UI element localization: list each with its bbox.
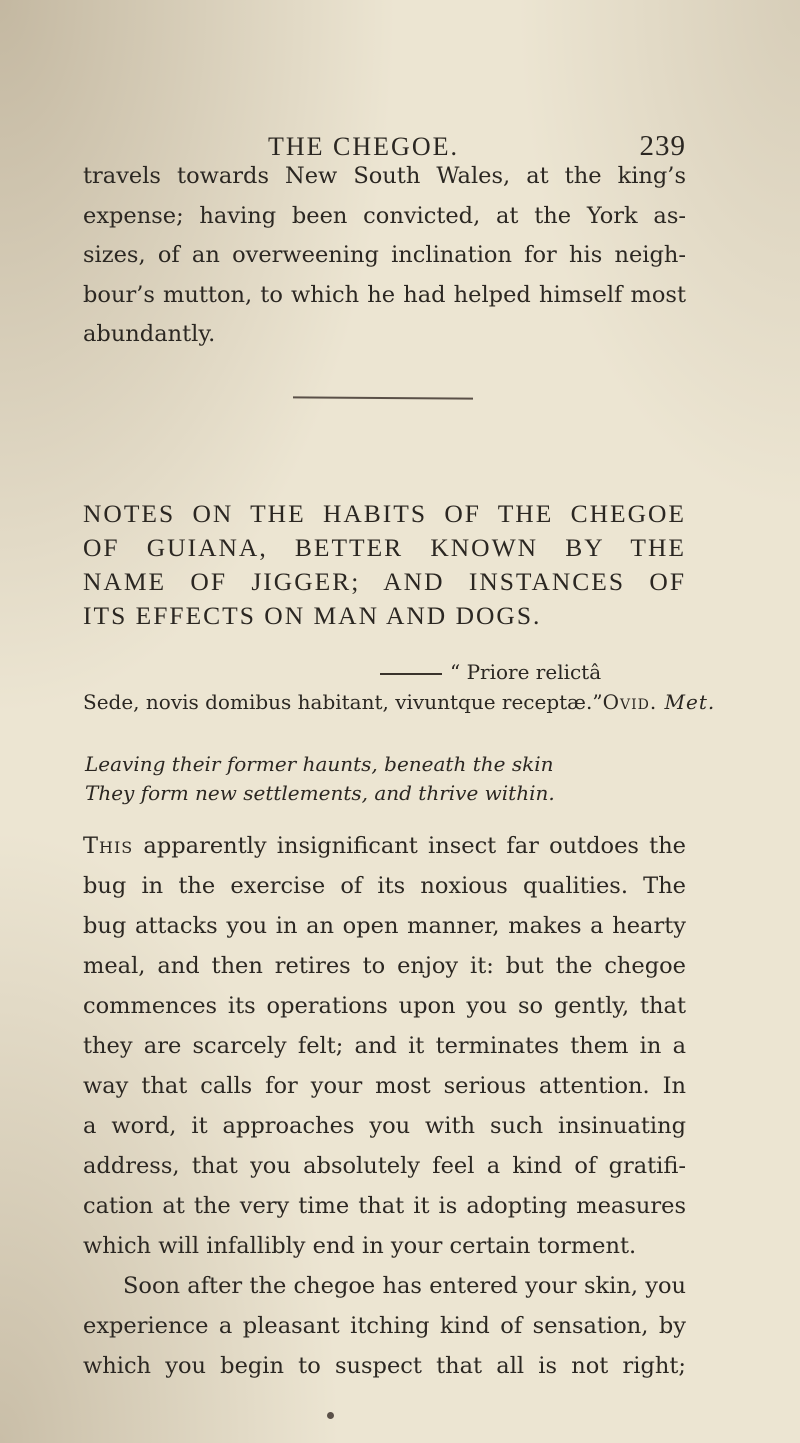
text-line: expense; having been convicted, at the York as- xyxy=(83,202,686,229)
verse-translation xyxy=(85,750,555,808)
text-line: bour’s mutton, to which he had helped himself most xyxy=(83,281,686,308)
text-line: commences its operations upon you so gently, that xyxy=(83,993,686,1019)
verse-line: Leaving their former haunts, beneath the skin xyxy=(85,752,554,776)
text-line: a word, it approaches you with such insinuating xyxy=(83,1113,686,1139)
heading-line: NOTES ON THE HABITS OF THE CHEGOE xyxy=(83,499,686,528)
verse-line: They form new settlements, and thrive within. xyxy=(85,781,555,805)
running-title: THE CHEGOE. xyxy=(268,132,459,161)
epigraph-line-2 xyxy=(83,690,716,714)
heading-line: NAME OF JIGGER; AND INSTANCES OF xyxy=(83,567,686,596)
section-divider xyxy=(293,396,473,399)
text-line: address, that you absolutely feel a kind of gratifi- xyxy=(83,1153,686,1179)
text-line: bug attacks you in an open manner, makes a hearty xyxy=(83,913,686,939)
epigraph-text: Sede, novis domibus habitant, vivuntque receptæ.” xyxy=(83,690,603,714)
body-text xyxy=(83,826,686,1386)
heading-line: ITS EFFECTS ON MAN AND DOGS. xyxy=(83,601,542,630)
text-line: cation at the very time that it is adopting measures xyxy=(83,1193,686,1219)
chapter-heading xyxy=(83,497,686,633)
text-line: experience a pleasant itching kind of sensation, by xyxy=(83,1313,686,1339)
text-line: sizes, of an overweening inclination for his neigh- xyxy=(83,242,686,268)
text-line: way that calls for your most serious attention. In xyxy=(83,1073,686,1099)
text-line: which you begin to suspect that all is not right; xyxy=(83,1353,686,1379)
epigraph-dash xyxy=(380,673,442,675)
text-line: they are scarcely felt; and it terminates them in a xyxy=(83,1033,686,1059)
drop-word: This xyxy=(83,833,134,859)
heading-line: OF GUIANA, BETTER KNOWN BY THE xyxy=(83,533,686,562)
text-line: abundantly. xyxy=(83,321,216,347)
text-line: travels towards New South Wales, at the king’s xyxy=(83,163,686,189)
opening-paragraph xyxy=(83,157,686,355)
text-line: This apparently insignificant insect far outdoes the xyxy=(83,833,686,859)
page-number: 239 xyxy=(639,130,686,162)
text-line: Soon after the chegoe has entered your skin, you xyxy=(123,1273,686,1299)
text-line: which will infallibly end in your certain torment. xyxy=(83,1233,637,1259)
text-line: meal, and then retires to enjoy it: but the chegoe xyxy=(83,953,686,979)
epigraph-source: Ovid. Met. xyxy=(602,690,716,714)
ink-spot xyxy=(327,1412,334,1419)
epigraph-line-1: “ Priore relictâ xyxy=(380,660,601,684)
text-line: bug in the exercise of its noxious qualities. The xyxy=(83,873,686,899)
